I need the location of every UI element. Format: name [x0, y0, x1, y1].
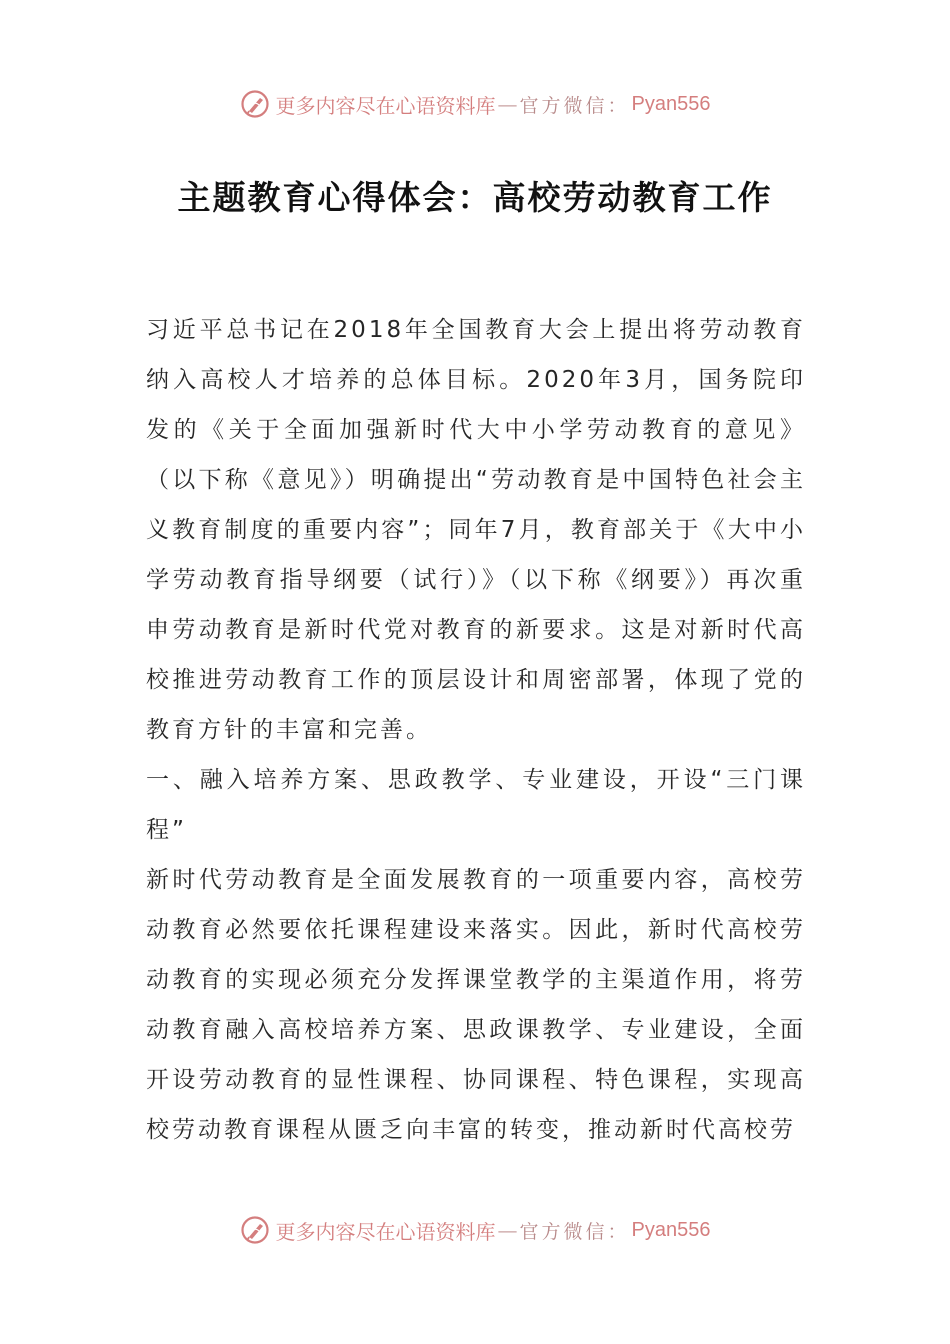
banner-wechat-label: 官方微信：	[519, 1220, 630, 1243]
banner-main-text: 更多内容尽在心语资料库	[275, 93, 496, 118]
quill-logo-icon	[240, 1215, 270, 1245]
header-watermark-banner	[0, 84, 950, 124]
document-title: 主题教育心得体会：高校劳动教育工作	[177, 178, 773, 217]
document-body	[146, 305, 806, 1155]
footer-watermark-banner	[0, 1210, 950, 1250]
banner-dash: —	[497, 1218, 518, 1242]
body-paragraph-intro: 习近平总书记在2018年全国教育大会上提出将劳动教育纳入高校人才培养的总体目标。2020年3月，国务院印发的《关于全面加强新时代大中小学劳动教育的意见》（以下称《意见》）明确提出“劳动教育是中国特色社会主义教育制度的重要内容”；同年7月，教育部关于《大中小学劳动教育指导纲要（试行）》（以下称《纲要》）再次重申劳动教育是新时代党对教育的新要求。这是对新时代高校推进劳动教育工作的顶层设计和周密部署，体现了党的教育方针的丰富和完善。	[146, 317, 806, 743]
banner-main-text: 更多内容尽在心语资料库	[275, 1219, 496, 1244]
body-paragraph-section-1: 新时代劳动教育是全面发展教育的一项重要内容，高校劳动教育必然要依托课程建设来落实。因此，新时代高校劳动教育的实现必须充分发挥课堂教学的主渠道作用，将劳动教育融入高校培养方案、思政课教学、专业建设，全面开设劳动教育的显性课程、协同课程、特色课程，实现高校劳动教育课程从匮乏向丰富的转变，推动新时代高校劳	[146, 867, 806, 1143]
section-heading-1: 一、融入培养方案、思政教学、专业建设，开设“三门课程”	[146, 767, 806, 843]
banner-wechat-id: Pyan556	[631, 1218, 711, 1241]
banner-dash: —	[497, 92, 518, 116]
banner-wechat-label: 官方微信：	[519, 94, 630, 117]
quill-logo-icon	[240, 89, 270, 119]
banner-wechat-id: Pyan556	[631, 92, 711, 115]
